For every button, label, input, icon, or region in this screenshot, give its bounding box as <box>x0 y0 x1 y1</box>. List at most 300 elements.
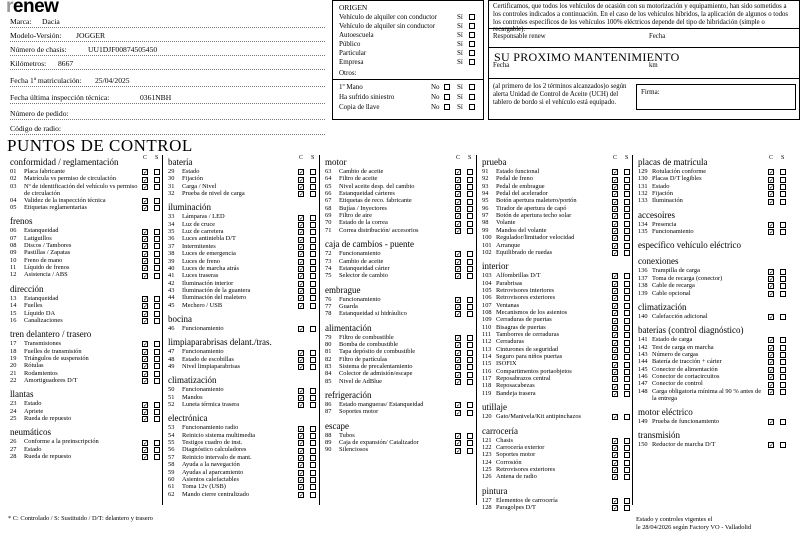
origin-checkbox[interactable] <box>469 14 475 20</box>
replaced-checkbox[interactable] <box>624 243 630 249</box>
controlled-checkbox[interactable]: ✓ <box>769 169 775 177</box>
controlled-checkbox[interactable]: ✓ <box>299 432 305 440</box>
controlled-checkbox[interactable]: ✓ <box>456 220 462 228</box>
replaced-checkbox[interactable] <box>624 340 630 346</box>
controlled-checkbox[interactable]: ✓ <box>456 198 462 206</box>
replaced-checkbox[interactable] <box>467 311 473 317</box>
controlled-checkbox[interactable]: ✓ <box>769 283 775 291</box>
replaced-checkbox[interactable] <box>467 364 473 370</box>
controlled-checkbox[interactable]: ✓ <box>299 280 305 288</box>
controlled-checkbox[interactable]: ✓ <box>613 169 619 177</box>
controlled-checkbox[interactable]: ✓ <box>299 258 305 266</box>
controlled-checkbox[interactable]: ✓ <box>613 191 619 199</box>
controlled-checkbox[interactable]: ✓ <box>143 318 149 326</box>
replaced-checkbox[interactable] <box>310 288 316 294</box>
replaced-checkbox[interactable] <box>780 269 786 275</box>
controlled-checkbox[interactable]: ✓ <box>143 303 149 311</box>
replaced-checkbox[interactable] <box>467 433 473 439</box>
controlled-checkbox[interactable]: ✓ <box>769 276 775 283</box>
controlled-checkbox[interactable]: ✓ <box>456 169 462 177</box>
controlled-checkbox[interactable]: ✓ <box>299 229 305 237</box>
controlled-checkbox[interactable]: ✓ <box>456 228 462 235</box>
controlled-checkbox[interactable]: ✓ <box>143 250 149 258</box>
replaced-checkbox[interactable] <box>624 295 630 301</box>
replaced-checkbox[interactable] <box>624 310 630 316</box>
replaced-checkbox[interactable] <box>467 266 473 272</box>
controlled-checkbox[interactable]: ✓ <box>456 440 462 448</box>
replaced-checkbox[interactable] <box>154 402 160 408</box>
replaced-checkbox[interactable] <box>154 243 160 249</box>
replaced-checkbox[interactable] <box>154 409 160 415</box>
controlled-checkbox[interactable]: ✓ <box>299 491 305 499</box>
controlled-checkbox[interactable]: ✓ <box>143 169 149 177</box>
controlled-checkbox[interactable]: ✓ <box>769 366 775 374</box>
replaced-checkbox[interactable] <box>310 440 316 446</box>
controlled-checkbox[interactable]: ✓ <box>143 454 149 462</box>
controlled-checkbox[interactable]: ✓ <box>769 198 775 206</box>
replaced-checkbox[interactable] <box>780 283 786 289</box>
controlled-checkbox[interactable]: ✓ <box>299 236 305 244</box>
replaced-checkbox[interactable] <box>780 442 786 448</box>
replaced-checkbox[interactable] <box>467 206 473 212</box>
controlled-checkbox[interactable]: ✓ <box>769 381 775 389</box>
controlled-checkbox[interactable]: ✓ <box>769 359 775 367</box>
replaced-checkbox[interactable] <box>310 177 316 183</box>
replaced-checkbox[interactable] <box>624 221 630 227</box>
controlled-checkbox[interactable]: ✓ <box>299 425 305 433</box>
controlled-checkbox[interactable]: ✓ <box>456 205 462 213</box>
replaced-checkbox[interactable] <box>310 364 316 370</box>
replaced-checkbox[interactable] <box>467 372 473 378</box>
controlled-checkbox[interactable]: ✓ <box>143 296 149 303</box>
replaced-checkbox[interactable] <box>467 297 473 303</box>
replaced-checkbox[interactable] <box>154 236 160 242</box>
replaced-checkbox[interactable] <box>780 389 786 395</box>
controlled-checkbox[interactable]: ✓ <box>143 243 149 251</box>
replaced-checkbox[interactable] <box>780 169 786 175</box>
controlled-checkbox[interactable]: ✓ <box>299 402 305 410</box>
replaced-checkbox[interactable] <box>467 342 473 348</box>
replaced-checkbox[interactable] <box>624 384 630 390</box>
controlled-checkbox[interactable]: ✓ <box>143 183 149 191</box>
replaced-checkbox[interactable] <box>310 433 316 439</box>
controlled-checkbox[interactable]: ✓ <box>613 339 619 347</box>
controlled-checkbox[interactable]: ✓ <box>299 484 305 492</box>
controlled-checkbox[interactable]: ✓ <box>299 455 305 462</box>
controlled-checkbox[interactable]: ✓ <box>299 176 305 184</box>
replaced-checkbox[interactable] <box>624 391 630 397</box>
replaced-checkbox[interactable] <box>310 266 316 272</box>
controlled-checkbox[interactable]: ✓ <box>456 334 462 342</box>
controlled-checkbox[interactable]: ✓ <box>143 416 149 424</box>
replaced-checkbox[interactable] <box>780 382 786 388</box>
replaced-checkbox[interactable] <box>154 378 160 384</box>
replaced-checkbox[interactable] <box>624 452 630 458</box>
controlled-checkbox[interactable]: ✓ <box>456 183 462 191</box>
replaced-checkbox[interactable] <box>780 291 786 297</box>
replaced-checkbox[interactable] <box>154 258 160 264</box>
replaced-checkbox[interactable] <box>310 244 316 250</box>
controlled-checkbox[interactable]: ✓ <box>613 317 619 325</box>
replaced-checkbox[interactable] <box>154 296 160 302</box>
controlled-checkbox[interactable]: ✓ <box>769 388 775 396</box>
controlled-checkbox[interactable]: ✓ <box>456 409 462 417</box>
replaced-checkbox[interactable] <box>467 410 473 416</box>
replaced-checkbox[interactable] <box>624 505 630 511</box>
replaced-checkbox[interactable] <box>467 213 473 219</box>
controlled-checkbox[interactable]: ✓ <box>456 273 462 281</box>
controlled-checkbox[interactable]: ✓ <box>456 213 462 221</box>
replaced-checkbox[interactable] <box>624 362 630 368</box>
controlled-checkbox[interactable]: ✓ <box>456 176 462 184</box>
controlled-checkbox[interactable]: ✓ <box>769 314 775 322</box>
controlled-checkbox[interactable]: ✓ <box>299 302 305 310</box>
controlled-checkbox[interactable]: ✓ <box>613 368 619 376</box>
controlled-checkbox[interactable]: ✓ <box>456 304 462 312</box>
controlled-checkbox[interactable]: ✓ <box>143 348 149 356</box>
controlled-checkbox[interactable]: ✓ <box>299 447 305 455</box>
replaced-checkbox[interactable] <box>467 251 473 257</box>
controlled-checkbox[interactable]: ✓ <box>613 459 619 467</box>
replaced-checkbox[interactable] <box>624 213 630 219</box>
controlled-checkbox[interactable]: ✓ <box>613 505 619 513</box>
controlled-checkbox[interactable]: ✓ <box>613 280 619 288</box>
replaced-checkbox[interactable] <box>780 229 786 235</box>
replaced-checkbox[interactable] <box>310 303 316 309</box>
controlled-checkbox[interactable]: ✓ <box>299 169 305 177</box>
controlled-checkbox[interactable]: ✓ <box>456 356 462 364</box>
replaced-checkbox[interactable] <box>467 221 473 227</box>
replaced-checkbox[interactable] <box>310 191 316 197</box>
controlled-checkbox[interactable]: ✓ <box>299 440 305 448</box>
replaced-checkbox[interactable] <box>154 251 160 257</box>
controlled-checkbox[interactable]: ✓ <box>456 371 462 379</box>
replaced-checkbox[interactable] <box>624 228 630 234</box>
origin-no-checkbox[interactable] <box>444 104 450 110</box>
replaced-checkbox[interactable] <box>780 314 786 320</box>
replaced-checkbox[interactable] <box>780 199 786 205</box>
controlled-checkbox[interactable]: ✓ <box>613 295 619 303</box>
replaced-checkbox[interactable] <box>780 359 786 365</box>
controlled-checkbox[interactable]: ✓ <box>769 176 775 184</box>
replaced-checkbox[interactable] <box>154 198 160 204</box>
controlled-checkbox[interactable]: ✓ <box>299 266 305 274</box>
replaced-checkbox[interactable] <box>780 352 786 358</box>
replaced-checkbox[interactable] <box>624 281 630 287</box>
controlled-checkbox[interactable]: ✓ <box>613 376 619 384</box>
controlled-checkbox[interactable]: ✓ <box>613 324 619 332</box>
controlled-checkbox[interactable]: ✓ <box>143 356 149 364</box>
controlled-checkbox[interactable]: ✓ <box>299 214 305 222</box>
replaced-checkbox[interactable] <box>780 419 786 425</box>
replaced-checkbox[interactable] <box>624 325 630 331</box>
replaced-checkbox[interactable] <box>624 498 630 504</box>
origin-no-checkbox[interactable] <box>444 94 450 100</box>
controlled-checkbox[interactable]: ✓ <box>143 378 149 386</box>
controlled-checkbox[interactable]: ✓ <box>456 342 462 350</box>
controlled-checkbox[interactable]: ✓ <box>456 349 462 357</box>
replaced-checkbox[interactable] <box>780 177 786 183</box>
controlled-checkbox[interactable]: ✓ <box>613 205 619 213</box>
controlled-checkbox[interactable]: ✓ <box>143 401 149 409</box>
replaced-checkbox[interactable] <box>467 379 473 385</box>
replaced-checkbox[interactable] <box>154 311 160 317</box>
replaced-checkbox[interactable] <box>624 376 630 382</box>
controlled-checkbox[interactable]: ✓ <box>769 344 775 352</box>
replaced-checkbox[interactable] <box>624 460 630 466</box>
replaced-checkbox[interactable] <box>154 273 160 279</box>
controlled-checkbox[interactable]: ✓ <box>613 467 619 475</box>
replaced-checkbox[interactable] <box>154 184 160 190</box>
origin-checkbox[interactable] <box>469 23 475 29</box>
replaced-checkbox[interactable] <box>310 229 316 235</box>
replaced-checkbox[interactable] <box>624 318 630 324</box>
controlled-checkbox[interactable]: ✓ <box>613 213 619 221</box>
origin-checkbox[interactable] <box>469 41 475 47</box>
replaced-checkbox[interactable] <box>467 169 473 175</box>
controlled-checkbox[interactable]: ✓ <box>613 310 619 318</box>
controlled-checkbox[interactable]: ✓ <box>769 374 775 382</box>
replaced-checkbox[interactable] <box>154 341 160 347</box>
controlled-checkbox[interactable]: ✓ <box>613 273 619 281</box>
controlled-checkbox[interactable]: ✓ <box>143 446 149 454</box>
controlled-checkbox[interactable]: ✓ <box>299 288 305 296</box>
replaced-checkbox[interactable] <box>310 281 316 287</box>
origin-si-checkbox[interactable] <box>469 104 475 110</box>
controlled-checkbox[interactable]: ✓ <box>143 235 149 243</box>
replaced-checkbox[interactable] <box>310 462 316 468</box>
controlled-checkbox[interactable]: ✓ <box>299 251 305 259</box>
controlled-checkbox[interactable]: ✓ <box>143 408 149 416</box>
replaced-checkbox[interactable] <box>624 177 630 183</box>
controlled-checkbox[interactable]: ✓ <box>299 273 305 281</box>
replaced-checkbox[interactable] <box>154 416 160 422</box>
replaced-checkbox[interactable] <box>624 169 630 175</box>
replaced-checkbox[interactable] <box>154 205 160 211</box>
controlled-checkbox[interactable]: ✓ <box>613 414 619 422</box>
replaced-checkbox[interactable] <box>310 388 316 394</box>
replaced-checkbox[interactable] <box>154 363 160 369</box>
replaced-checkbox[interactable] <box>467 357 473 363</box>
replaced-checkbox[interactable] <box>467 440 473 446</box>
replaced-checkbox[interactable] <box>310 492 316 498</box>
controlled-checkbox[interactable]: ✓ <box>143 176 149 184</box>
controlled-checkbox[interactable]: ✓ <box>299 349 305 357</box>
controlled-checkbox[interactable]: ✓ <box>613 332 619 340</box>
controlled-checkbox[interactable]: ✓ <box>769 418 775 426</box>
replaced-checkbox[interactable] <box>154 303 160 309</box>
controlled-checkbox[interactable]: ✓ <box>143 257 149 265</box>
replaced-checkbox[interactable] <box>624 438 630 444</box>
controlled-checkbox[interactable]: ✓ <box>299 191 305 199</box>
replaced-checkbox[interactable] <box>467 259 473 265</box>
replaced-checkbox[interactable] <box>310 251 316 257</box>
replaced-checkbox[interactable] <box>310 326 316 332</box>
controlled-checkbox[interactable]: ✓ <box>613 176 619 184</box>
controlled-checkbox[interactable]: ✓ <box>143 197 149 205</box>
replaced-checkbox[interactable] <box>310 184 316 190</box>
replaced-checkbox[interactable] <box>154 349 160 355</box>
controlled-checkbox[interactable]: ✓ <box>143 439 149 447</box>
controlled-checkbox[interactable]: ✓ <box>456 191 462 199</box>
origin-checkbox[interactable] <box>469 32 475 38</box>
controlled-checkbox[interactable]: ✓ <box>769 183 775 191</box>
controlled-checkbox[interactable]: ✓ <box>613 228 619 235</box>
controlled-checkbox[interactable]: ✓ <box>613 361 619 369</box>
replaced-checkbox[interactable] <box>310 402 316 408</box>
replaced-checkbox[interactable] <box>310 295 316 301</box>
controlled-checkbox[interactable]: ✓ <box>299 295 305 303</box>
replaced-checkbox[interactable] <box>154 169 160 175</box>
replaced-checkbox[interactable] <box>467 184 473 190</box>
controlled-checkbox[interactable]: ✓ <box>613 183 619 191</box>
replaced-checkbox[interactable] <box>780 184 786 190</box>
origin-checkbox[interactable] <box>469 50 475 56</box>
controlled-checkbox[interactable]: ✓ <box>143 205 149 213</box>
replaced-checkbox[interactable] <box>310 395 316 401</box>
controlled-checkbox[interactable]: ✓ <box>613 220 619 228</box>
replaced-checkbox[interactable] <box>624 206 630 212</box>
controlled-checkbox[interactable]: ✓ <box>299 244 305 251</box>
replaced-checkbox[interactable] <box>310 169 316 175</box>
controlled-checkbox[interactable]: ✓ <box>769 352 775 360</box>
replaced-checkbox[interactable] <box>154 318 160 324</box>
replaced-checkbox[interactable] <box>154 440 160 446</box>
controlled-checkbox[interactable]: ✓ <box>143 363 149 371</box>
controlled-checkbox[interactable]: ✓ <box>769 268 775 276</box>
replaced-checkbox[interactable] <box>154 177 160 183</box>
replaced-checkbox[interactable] <box>467 448 473 454</box>
origin-no-checkbox[interactable] <box>444 84 450 90</box>
replaced-checkbox[interactable] <box>624 288 630 294</box>
replaced-checkbox[interactable] <box>780 345 786 351</box>
controlled-checkbox[interactable]: ✓ <box>613 242 619 250</box>
replaced-checkbox[interactable] <box>780 374 786 380</box>
replaced-checkbox[interactable] <box>310 222 316 228</box>
replaced-checkbox[interactable] <box>310 259 316 265</box>
replaced-checkbox[interactable] <box>310 426 316 432</box>
replaced-checkbox[interactable] <box>310 448 316 454</box>
replaced-checkbox[interactable] <box>467 304 473 310</box>
controlled-checkbox[interactable]: ✓ <box>456 378 462 386</box>
replaced-checkbox[interactable] <box>310 350 316 356</box>
controlled-checkbox[interactable]: ✓ <box>299 469 305 477</box>
controlled-checkbox[interactable]: ✓ <box>613 235 619 243</box>
controlled-checkbox[interactable]: ✓ <box>769 229 775 237</box>
replaced-checkbox[interactable] <box>310 484 316 490</box>
replaced-checkbox[interactable] <box>624 445 630 451</box>
controlled-checkbox[interactable]: ✓ <box>613 391 619 398</box>
controlled-checkbox[interactable]: ✓ <box>299 356 305 364</box>
controlled-checkbox[interactable]: ✓ <box>769 191 775 199</box>
replaced-checkbox[interactable] <box>467 402 473 408</box>
replaced-checkbox[interactable] <box>624 369 630 375</box>
replaced-checkbox[interactable] <box>467 177 473 183</box>
controlled-checkbox[interactable]: ✓ <box>299 183 305 191</box>
controlled-checkbox[interactable]: ✓ <box>456 296 462 304</box>
controlled-checkbox[interactable]: ✓ <box>613 302 619 310</box>
replaced-checkbox[interactable] <box>467 273 473 279</box>
controlled-checkbox[interactable]: ✓ <box>456 251 462 259</box>
origin-checkbox[interactable] <box>469 59 475 65</box>
replaced-checkbox[interactable] <box>624 273 630 279</box>
controlled-checkbox[interactable]: ✓ <box>613 288 619 296</box>
replaced-checkbox[interactable] <box>154 454 160 460</box>
replaced-checkbox[interactable] <box>154 447 160 453</box>
controlled-checkbox[interactable]: ✓ <box>613 445 619 453</box>
controlled-checkbox[interactable]: ✓ <box>299 387 305 395</box>
origin-si-checkbox[interactable] <box>469 84 475 90</box>
replaced-checkbox[interactable] <box>624 467 630 473</box>
replaced-checkbox[interactable] <box>467 199 473 205</box>
controlled-checkbox[interactable]: ✓ <box>613 383 619 391</box>
controlled-checkbox[interactable]: ✓ <box>143 272 149 280</box>
controlled-checkbox[interactable]: ✓ <box>299 326 305 334</box>
replaced-checkbox[interactable] <box>310 237 316 243</box>
replaced-checkbox[interactable] <box>467 350 473 356</box>
controlled-checkbox[interactable]: ✓ <box>613 346 619 354</box>
replaced-checkbox[interactable] <box>154 371 160 377</box>
replaced-checkbox[interactable] <box>624 184 630 190</box>
controlled-checkbox[interactable]: ✓ <box>143 370 149 378</box>
controlled-checkbox[interactable]: ✓ <box>613 474 619 482</box>
controlled-checkbox[interactable]: ✓ <box>613 497 619 505</box>
controlled-checkbox[interactable]: ✓ <box>456 402 462 410</box>
controlled-checkbox[interactable]: ✓ <box>613 452 619 460</box>
controlled-checkbox[interactable]: ✓ <box>456 447 462 455</box>
controlled-checkbox[interactable]: ✓ <box>143 341 149 349</box>
replaced-checkbox[interactable] <box>154 265 160 271</box>
replaced-checkbox[interactable] <box>310 477 316 483</box>
replaced-checkbox[interactable] <box>310 357 316 363</box>
replaced-checkbox[interactable] <box>780 276 786 282</box>
replaced-checkbox[interactable] <box>310 215 316 221</box>
controlled-checkbox[interactable]: ✓ <box>299 477 305 485</box>
replaced-checkbox[interactable] <box>780 191 786 197</box>
replaced-checkbox[interactable] <box>310 470 316 476</box>
replaced-checkbox[interactable] <box>624 191 630 197</box>
controlled-checkbox[interactable]: ✓ <box>299 462 305 470</box>
controlled-checkbox[interactable]: ✓ <box>456 258 462 266</box>
controlled-checkbox[interactable]: ✓ <box>143 265 149 273</box>
controlled-checkbox[interactable]: ✓ <box>299 364 305 372</box>
replaced-checkbox[interactable] <box>780 222 786 228</box>
replaced-checkbox[interactable] <box>467 228 473 234</box>
replaced-checkbox[interactable] <box>780 337 786 343</box>
controlled-checkbox[interactable]: ✓ <box>143 310 149 318</box>
replaced-checkbox[interactable] <box>624 199 630 205</box>
replaced-checkbox[interactable] <box>780 367 786 373</box>
controlled-checkbox[interactable]: ✓ <box>299 394 305 402</box>
controlled-checkbox[interactable]: ✓ <box>143 228 149 236</box>
controlled-checkbox[interactable]: ✓ <box>769 337 775 345</box>
controlled-checkbox[interactable]: ✓ <box>456 311 462 319</box>
controlled-checkbox[interactable]: ✓ <box>299 221 305 229</box>
controlled-checkbox[interactable]: ✓ <box>613 354 619 362</box>
replaced-checkbox[interactable] <box>624 414 630 420</box>
controlled-checkbox[interactable]: ✓ <box>613 198 619 206</box>
replaced-checkbox[interactable] <box>624 303 630 309</box>
replaced-checkbox[interactable] <box>624 250 630 256</box>
replaced-checkbox[interactable] <box>624 354 630 360</box>
controlled-checkbox[interactable]: ✓ <box>456 266 462 274</box>
controlled-checkbox[interactable]: ✓ <box>456 432 462 440</box>
controlled-checkbox[interactable]: ✓ <box>769 442 775 450</box>
controlled-checkbox[interactable]: ✓ <box>613 437 619 445</box>
controlled-checkbox[interactable]: ✓ <box>769 221 775 229</box>
replaced-checkbox[interactable] <box>624 332 630 338</box>
replaced-checkbox[interactable] <box>624 347 630 353</box>
